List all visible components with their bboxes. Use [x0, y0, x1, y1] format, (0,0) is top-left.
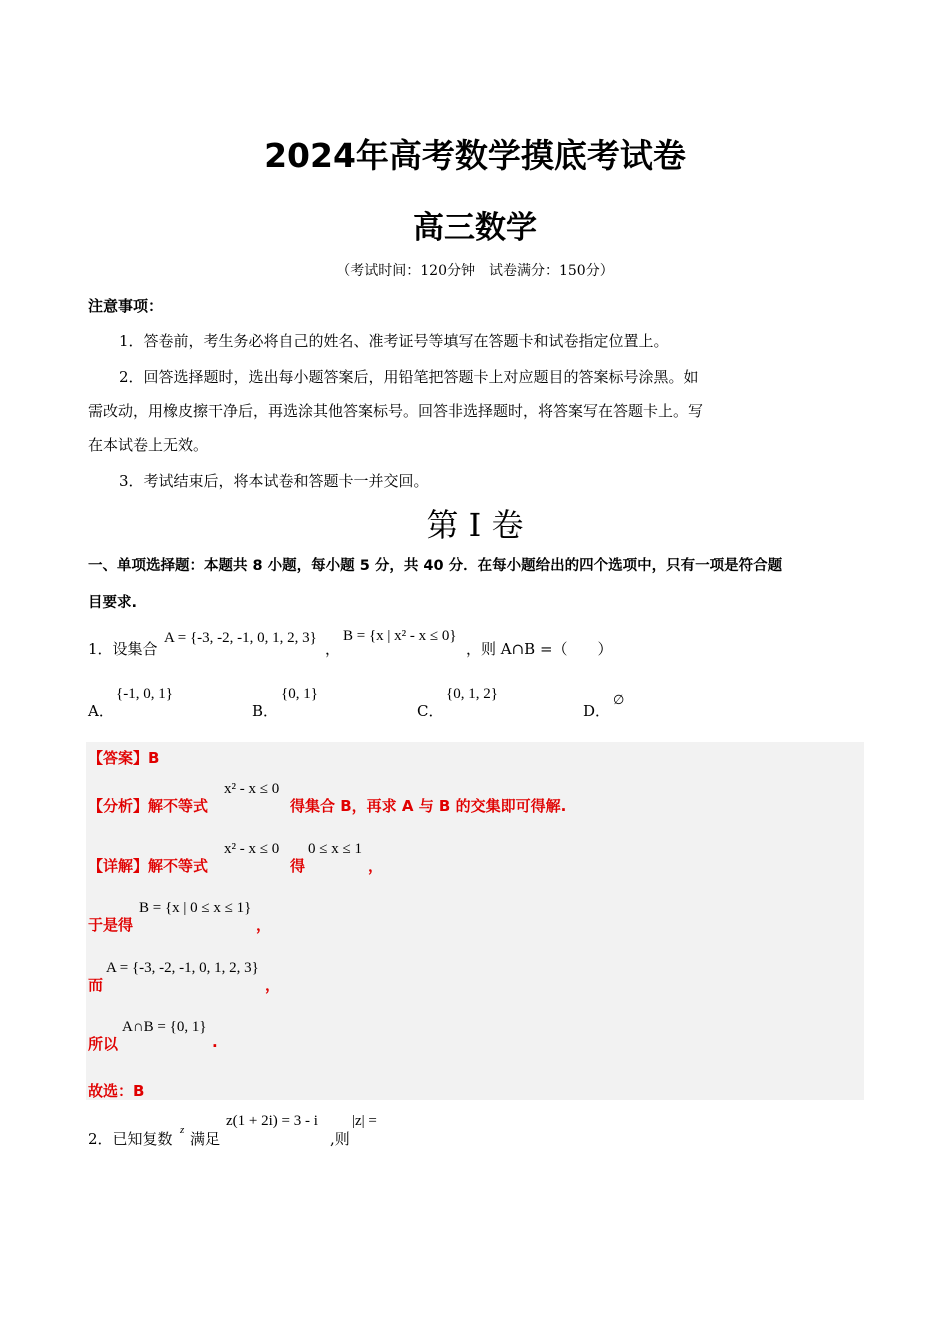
q1-option-a-value: {-1, 0, 1}: [116, 686, 173, 702]
q2-var: z: [180, 1124, 185, 1136]
section-instructions-line-1: 一、单项选择题：本题共 8 小题，每小题 5 分，共 40 分．在每小题给出的四个选项中，只有一项是符合题: [88, 558, 783, 574]
q1-option-d-value: ∅: [613, 692, 625, 707]
q2-stem-prefix: 2．已知复数: [88, 1130, 173, 1148]
detail-comma: ，: [368, 857, 384, 875]
detail-result: 0 ≤ x ≤ 1: [308, 841, 362, 857]
line-ab-prefix: 所以: [88, 1035, 119, 1053]
line-a-comma: ，: [265, 976, 281, 994]
notice-item-2-line-1: 2．回答选择题时，选出每小题答案后，用铅笔把答题卡上对应题目的答案标号涂黑。如: [119, 368, 699, 386]
detail-label: 【详解】解不等式: [88, 857, 209, 875]
q1-option-b-value: {0, 1}: [281, 686, 318, 702]
notice-item-2-line-2: 需改动，用橡皮擦干净后，再选涂其他答案标号。回答非选择题时，将答案写在答题卡上。写: [88, 402, 704, 420]
notice-item-2-line-3: 在本试卷上无效。: [88, 436, 209, 454]
exam-meta: （考试时间：120分钟 试卷满分：150分）: [336, 263, 614, 279]
analysis-text: 得集合 B，再求 A 与 B 的交集即可得解.: [290, 797, 567, 815]
detail-de: 得: [290, 857, 306, 875]
line-a-prefix: 而: [88, 976, 104, 994]
q1-comma: ，: [325, 640, 341, 658]
q1-option-d-label: D．: [583, 702, 611, 720]
q1-set-b: B = {x | x² - x ≤ 0}: [343, 628, 457, 644]
answer-label: 【答案】B: [88, 749, 160, 767]
notice-item-1: 1．答卷前，考生务必将自己的姓名、准考证号等填写在答题卡和试卷指定位置上。: [119, 332, 669, 350]
line-ab-period: .: [212, 1033, 218, 1051]
q2-stem-mid: 满足: [190, 1130, 221, 1148]
notice-item-3: 3．考试结束后，将本试卷和答题卡一并交回。: [119, 472, 429, 490]
line-b-prefix: 于是得: [88, 916, 134, 934]
line-b-math: B = {x | 0 ≤ x ≤ 1}: [139, 900, 252, 916]
q1-option-c-value: {0, 1, 2}: [446, 686, 498, 702]
analysis-label: 【分析】解不等式: [88, 797, 209, 815]
q1-stem-suffix: ，则 A∩B =（ ）: [466, 640, 613, 658]
page-subtitle: 高三数学: [413, 210, 537, 246]
q1-option-c-label: C．: [417, 702, 444, 720]
q1-option-b-label: B．: [252, 702, 279, 720]
page-title: 2024年高考数学摸底考试卷: [264, 136, 686, 175]
analysis-math: x² - x ≤ 0: [224, 781, 280, 797]
q2-abs: |z| =: [352, 1113, 377, 1129]
notice-heading: 注意事项：: [88, 297, 164, 315]
line-a-math: A = {-3, -2, -1, 0, 1, 2, 3}: [106, 960, 259, 976]
q1-stem-prefix: 1．设集合: [88, 640, 158, 658]
final-answer: 故选：B: [88, 1082, 145, 1100]
q2-stem-then: ,则: [330, 1130, 350, 1148]
section-title: 第 I 卷: [426, 506, 524, 544]
q1-set-a: A = {-3, -2, -1, 0, 1, 2, 3}: [164, 630, 317, 646]
q1-option-a-label: A．: [88, 702, 114, 720]
section-instructions-line-2: 目要求.: [88, 595, 138, 611]
line-b-comma: ，: [256, 916, 272, 934]
detail-math: x² - x ≤ 0: [224, 841, 280, 857]
line-ab-math: A∩B = {0, 1}: [122, 1019, 207, 1035]
q2-equation: z(1 + 2i) = 3 - i: [226, 1113, 318, 1129]
